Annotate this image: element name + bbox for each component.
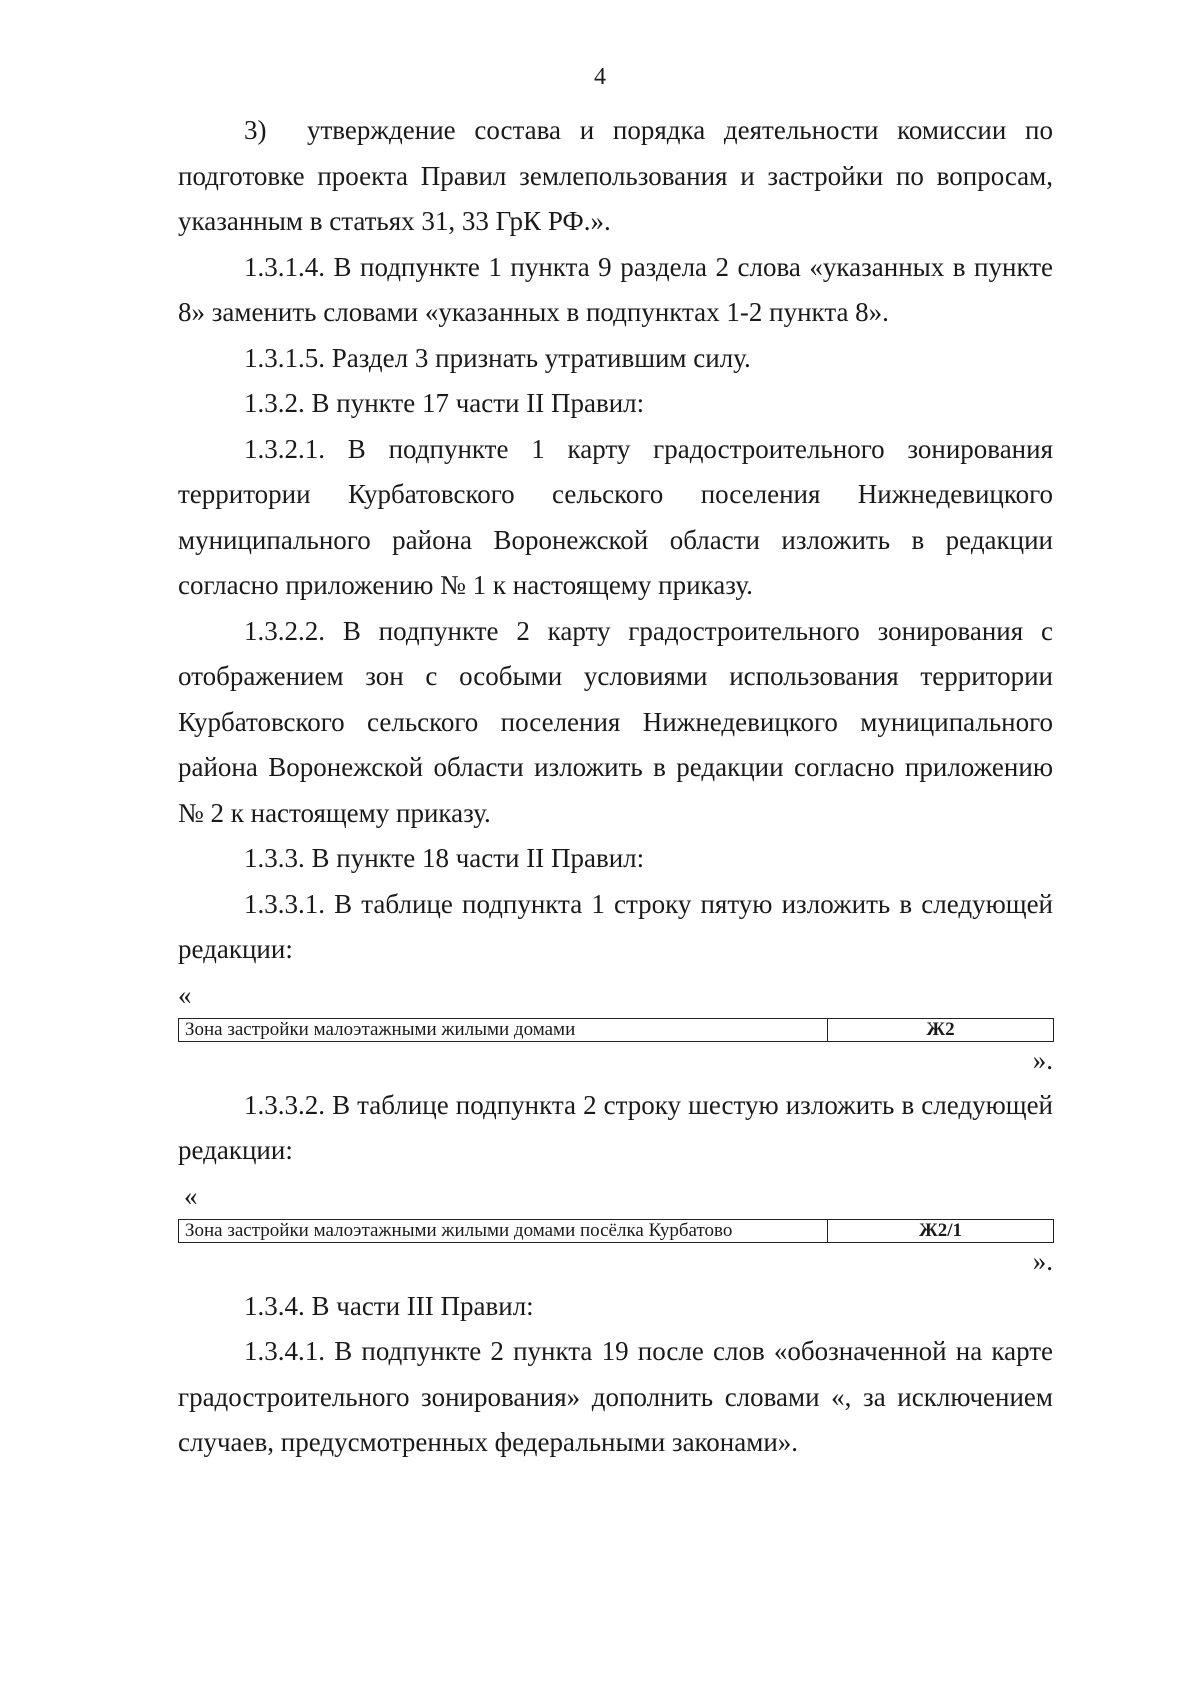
page-number: 4 xyxy=(594,64,606,90)
paragraph-1-3-4: 1.3.4. В части III Правил: xyxy=(244,1290,534,1321)
zone-code-cell: Ж2/1 xyxy=(828,1219,1054,1242)
opening-quote: « xyxy=(184,1180,198,1211)
opening-quote: « xyxy=(178,979,192,1010)
paragraph-1-3-1-5: 1.3.1.5. Раздел 3 признать утратившим силу. xyxy=(244,342,751,373)
closing-quote: ». xyxy=(1032,1044,1053,1075)
paragraph-1-3-2-2: 1.3.2.2. В подпункте 2 карту градостроительного зонирования с отображением зон с особыми условиями использования территории Курбатовского сельского поселения Нижнедевицкого муниципального района Воронежской области изложить в редакции согласно приложению № 2 к настоящему приказу. xyxy=(178,615,1053,828)
quoted-table-row-1 xyxy=(178,973,1053,1083)
table-row xyxy=(179,1219,1054,1242)
quoted-table-row-2 xyxy=(178,1174,1053,1284)
paragraph-1-3-3: 1.3.3. В пункте 18 части II Правил: xyxy=(244,843,645,873)
paragraph-1-3-3-2: 1.3.3.2. В таблице подпункта 2 строку шестую изложить в следующей редакции: xyxy=(178,1089,1053,1165)
zone-table xyxy=(178,1219,1054,1243)
closing-quote: ». xyxy=(1032,1245,1053,1276)
document-body xyxy=(178,108,1053,1466)
paragraph-3-commission: 3) утверждение состава и порядка деятельности комиссии по подготовке проекта Правил землепользования и застройки по вопросам, указанным в статьях 31, 33 ГрК РФ.». xyxy=(178,115,1053,236)
paragraph-1-3-2: 1.3.2. В пункте 17 части II Правил: xyxy=(244,388,645,418)
zone-name-cell: Зона застройки малоэтажными жилыми домами xyxy=(179,1018,828,1041)
zone-code-cell: Ж2 xyxy=(828,1018,1054,1041)
paragraph-1-3-2-1: 1.3.2.1. В подпункте 1 карту градостроительного зонирования территории Курбатовского сельского поселения Нижнедевицкого муниципального района Воронежской области изложить в редакции согласно приложению № 1 к настоящему приказу. xyxy=(178,433,1053,600)
zone-name-cell: Зона застройки малоэтажными жилыми домами посёлка Курбатово xyxy=(179,1219,828,1242)
paragraph-1-3-1-4: 1.3.1.4. В подпункте 1 пункта 9 раздела 2 слова «указанных в пункте 8» заменить словами «указанных в подпунктах 1-2 пункта 8». xyxy=(178,251,1053,327)
paragraph-1-3-3-1: 1.3.3.1. В таблице подпункта 1 строку пятую изложить в следующей редакции: xyxy=(178,888,1053,964)
paragraph-1-3-4-1: 1.3.4.1. В подпункте 2 пункта 19 после слов «обозначенной на карте градостроительного зонирования» дополнить словами «, за исключением случаев, предусмотренных федеральными законами». xyxy=(178,1336,1053,1457)
